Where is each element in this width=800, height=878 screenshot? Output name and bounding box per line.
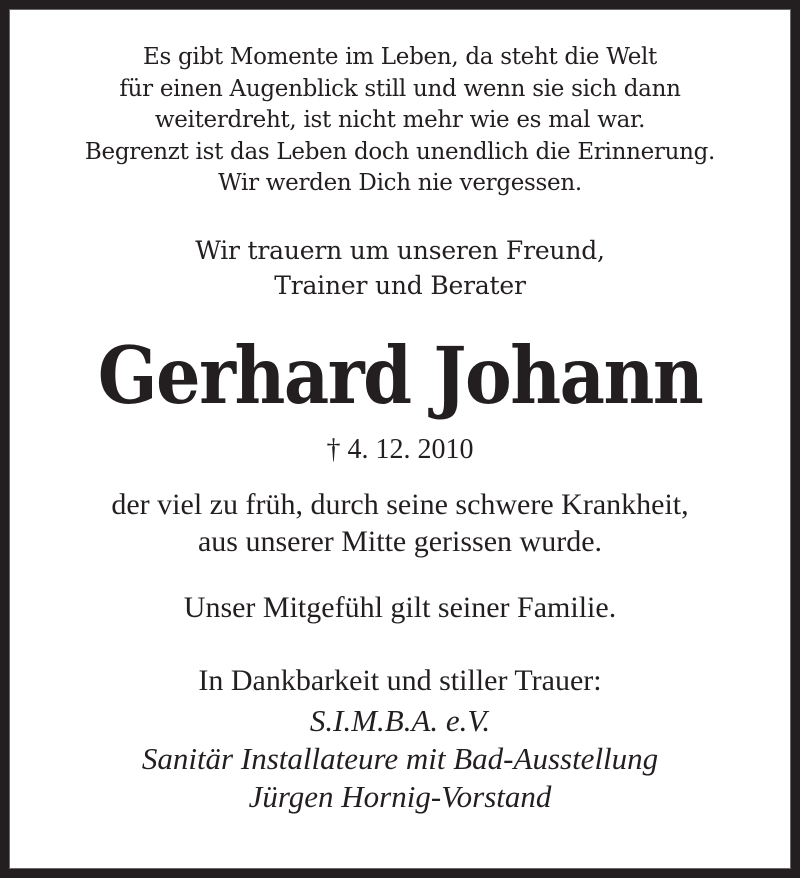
sympathy-line: Unser Mitgefühl gilt seiner Familie.	[183, 591, 617, 624]
verse-line-3: weiterdreht, ist nicht mehr wie es mal war.	[154, 107, 646, 133]
signatory-organization: S.I.M.B.A. e.V.	[309, 703, 491, 738]
verse-line-2: für einen Augenblick still und wenn sie sich dann	[119, 76, 681, 102]
signatory-description: Sanitär Installateure mit Bad-Ausstellung	[141, 741, 659, 776]
tribute-line-1: der viel zu früh, durch seine schwere Krankheit,	[111, 488, 689, 521]
deceased-name: Gerhard Johann	[97, 329, 703, 422]
death-date: † 4. 12. 2010	[326, 434, 474, 465]
intro-line-1: Wir trauern um unseren Freund,	[195, 236, 605, 265]
intro-line-2: Trainer und Berater	[274, 271, 526, 300]
tribute-line-2: aus unserer Mitte gerissen wurde.	[197, 525, 603, 558]
verse-line-4: Begrenzt ist das Leben doch unendlich die Erinnerung.	[84, 139, 716, 165]
verse-line-5: Wir werden Dich nie vergessen.	[218, 170, 582, 196]
closing-line: In Dankbarkeit und stiller Trauer:	[198, 664, 602, 697]
signatory-board: Jürgen Hornig-Vorstand	[248, 779, 552, 814]
verse-line-1: Es gibt Momente im Leben, da steht die Welt	[142, 44, 658, 70]
